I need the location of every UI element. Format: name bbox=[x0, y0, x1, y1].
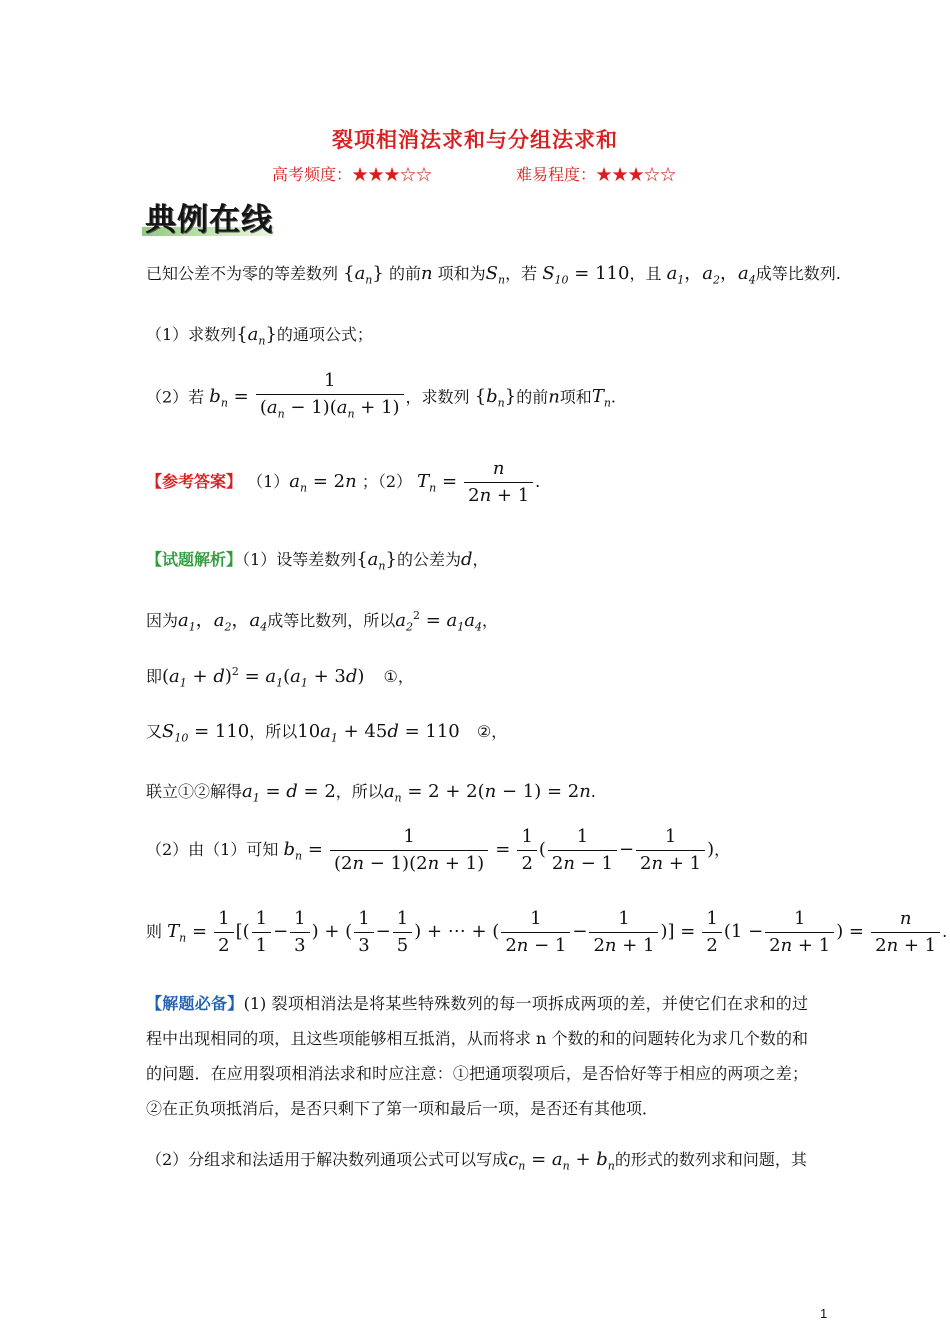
analysis-line-3: 即$(a_1 + d)^2 = a_1(a_1 + 3d)$ ①， bbox=[146, 665, 414, 690]
reference-answer: 【参考答案】 $(1)a_n = 2n$ ；（2） $T_n$ = $\frac{n}{2n + 1}$ . bbox=[146, 458, 541, 506]
analysis-line-5: 联立①②解得$a_1 = d = 2$，所以$a_n = 2 + 2(n - 1) = 2n$. bbox=[146, 781, 596, 805]
method-paragraph-2: （2）分组求和法适用于解决数列通项公式可以写成$c_n = a_n + b_n$的形式的数列求和问题，其 bbox=[146, 1149, 807, 1173]
method-paragraph-1: 【解题必备】(1) 裂项相消法是将某些特殊数列的每一项拆成两项的差，并使它们在求和的过程中出现相同的项，且这些项能够相互抵消，从而将求 n 个数的和的问题转化为求几个数的和的问题．在应用裂项相消法求和时应注意：①把通项裂项后，是否恰好等于相应的两项之差；②在正负项抵消后，是否只剩下了第一项和最后一项，是否还有其他项． bbox=[146, 994, 808, 1118]
banner-text: 典例在线 bbox=[145, 202, 273, 238]
fraction-bn: $\frac{1}{(a_n - 1)(a_n + 1)}$ bbox=[256, 370, 404, 426]
page-number: 1 bbox=[820, 1306, 828, 1321]
problem-part-1: （1）求数列$\{a_n\}$的通项公式； bbox=[146, 324, 373, 348]
problem-statement: 已知公差不为零的等差数列 $\{a_n\}$ 的前n 项和为$S_n$，若 $S_{10} = 110$，且 $a_1$，$a_2$，$a_4$成等比数列. bbox=[146, 263, 841, 287]
analysis-line-4: 又$S_{10} = 110$，所以$10a_1 + 45d = 110$ ②， bbox=[146, 721, 508, 745]
analysis-line-2: 因为$a_1$，$a_2$，$a_4$成等比数列，所以$a_2^2 = a_1a_4$， bbox=[146, 609, 498, 634]
method-tag: 【解题必备】 bbox=[146, 994, 244, 1013]
analysis-line-1: 【试题解析】（1）设等差数列$\{a_n\}$的公差为d， bbox=[146, 549, 489, 573]
difficulty-rating: 难易程度：★★★☆☆ bbox=[516, 165, 677, 184]
math-an-set: $\{a_n\}$ bbox=[343, 263, 384, 287]
math-s10: $S_{10} = 110$ bbox=[542, 263, 630, 287]
section-banner bbox=[142, 192, 274, 240]
analysis-tag: 【试题解析】 bbox=[146, 550, 243, 569]
page-title: 裂项相消法求和与分组法求和 bbox=[332, 127, 618, 152]
analysis-line-6: （2）由（1）可知 $b_n$ = $\frac{1}{(2n - 1)(2n + 1)}$ = $\frac{1}{2}$ ( $\frac{1}{2n - 1}$ − $\frac{1}{2n + 1}$ )， bbox=[146, 826, 731, 874]
frequency-rating: 高考频度：★★★☆☆ bbox=[272, 165, 433, 184]
analysis-line-7: 则 $T_n$ = $\frac{1}{2}$ [( $\frac{1}{1}$ − $\frac{1}{3}$ ) + ( $\frac{1}{3}$ − $\frac{1}{5}$ ) + ⋯ + ( $\frac{1}{2n - 1}$ − $\frac{1}{2n + 1}$ )] = $\frac{1}{2}$ (1 − $\frac{1}{2n + 1}$ ) = $\frac{n}{2n + 1}$ . bbox=[146, 908, 948, 956]
answer-tag: 【参考答案】 bbox=[146, 472, 243, 491]
problem-part-2: （2）若 $b_n$ = $\frac{1}{(a_n - 1)(a_n + 1)}$ ，求数列 $\{b_n\}$的前n项和$T_n$. bbox=[146, 370, 616, 426]
